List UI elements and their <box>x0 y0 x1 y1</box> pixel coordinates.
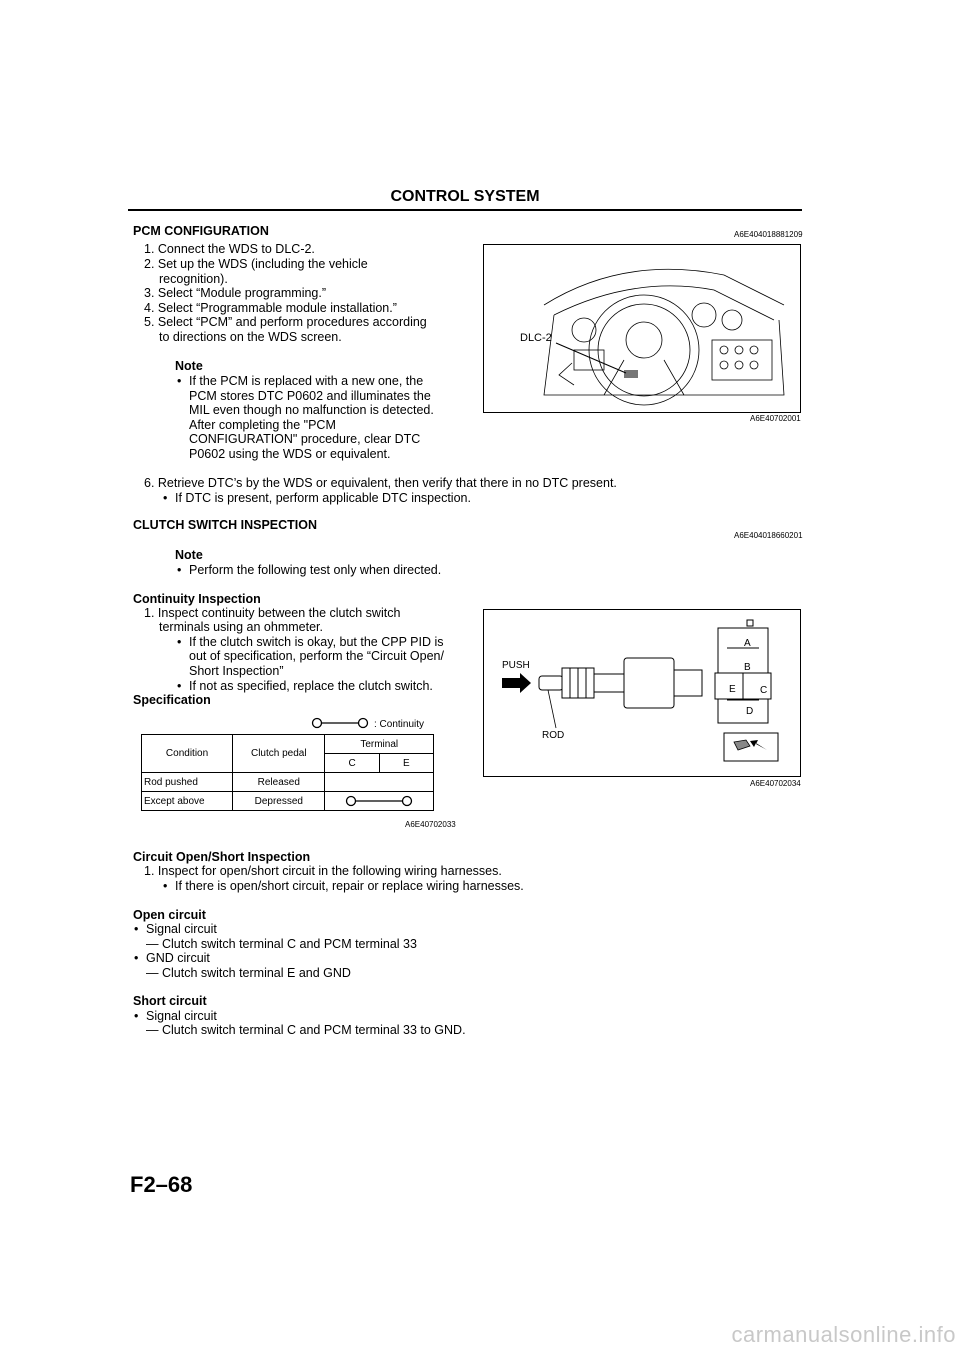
pedal-cell: Depressed <box>233 792 325 811</box>
pedal-cell: Released <box>233 773 325 792</box>
terminal-b-label: B <box>744 662 751 673</box>
pcm-section-title: PCM CONFIGURATION <box>133 224 269 238</box>
dashboard-illustration <box>484 245 800 412</box>
pcm-step-2: 2. Set up the WDS (including the vehicle <box>144 257 368 271</box>
pcm-note-line-1: • If the PCM is replaced with a new one, the <box>189 374 423 389</box>
header-terminal: Terminal <box>325 735 434 754</box>
clutch-switch-illustration <box>484 610 800 776</box>
clutch-section-code: A6E404018660201 <box>734 531 803 540</box>
clutch-section-title: CLUTCH SWITCH INSPECTION <box>133 518 318 532</box>
continuity-step-1-cont: terminals using an ohmmeter. <box>159 620 323 634</box>
table-row <box>142 773 434 792</box>
pcm-note-line-4: After completing the "PCM <box>189 418 336 432</box>
header-clutch-pedal: Clutch pedal <box>233 735 325 773</box>
open-item-1: • Signal circuit <box>146 922 217 937</box>
dlc2-label: DLC-2 <box>520 332 552 344</box>
open-item-2: • GND circuit <box>146 951 210 966</box>
terminal-e-label: E <box>729 684 736 695</box>
dlc2-figure <box>483 244 801 413</box>
continuity-step-1: 1. Inspect continuity between the clutch switch <box>144 606 401 620</box>
continuity-bullet-1-cont-a: out of specification, perform the “Circuit Open/ <box>189 649 444 663</box>
push-arrow-icon <box>502 673 531 693</box>
dlc2-connector <box>624 370 638 378</box>
continuity-legend-label: : Continuity <box>374 719 425 730</box>
pcm-step-5-cont: to directions on the WDS screen. <box>159 330 342 344</box>
circuit-step-1-bullet: • If there is open/short circuit, repair or replace wiring harnesses. <box>175 879 524 894</box>
pcm-note-label: Note <box>175 359 203 373</box>
pcm-section-code: A6E404018881209 <box>734 230 803 239</box>
connector-view-icon <box>724 733 778 761</box>
pcm-step-1: 1. Connect the WDS to DLC-2. <box>144 242 315 256</box>
page-number: F2–68 <box>130 1172 193 1197</box>
pcm-step-4: 4. Select “Programmable module installation.” <box>144 301 397 315</box>
continuity-legend-symbol <box>310 716 370 730</box>
watermark: carmanualsonline.info <box>731 1322 956 1347</box>
short-item-1-detail: — Clutch switch terminal C and PCM terminal 33 to GND. <box>146 1023 466 1037</box>
clutch-note-text: • Perform the following test only when directed. <box>189 563 441 578</box>
push-label: PUSH <box>502 660 530 671</box>
terminal-a-label: A <box>744 638 751 649</box>
terminal-cell <box>325 792 434 811</box>
terminal-d-label: D <box>746 706 754 717</box>
header-terminal-e: E <box>379 754 433 773</box>
open-item-2-detail: — Clutch switch terminal E and GND <box>146 966 351 980</box>
specification-label: Specification <box>133 693 211 707</box>
pcm-step-2-cont: recognition). <box>159 272 228 286</box>
clutch-note-label: Note <box>175 548 203 562</box>
pcm-note-line-2: PCM stores DTC P0602 and illuminates the <box>189 389 431 403</box>
table-caption: A6E40702033 <box>405 820 456 829</box>
pcm-note-line-5: CONFIGURATION" procedure, clear DTC <box>189 432 421 446</box>
condition-cell: Except above <box>142 792 233 811</box>
continuity-title: Continuity Inspection <box>133 592 261 606</box>
continuity-bullet-1-cont-b: Short Inspection” <box>189 664 284 678</box>
header-condition: Condition <box>142 735 233 773</box>
circuit-step-1: 1. Inspect for open/short circuit in the following wiring harnesses. <box>144 864 502 878</box>
short-item-1: • Signal circuit <box>146 1009 217 1024</box>
header-terminal-c: C <box>325 754 379 773</box>
pcm-note-line-6: P0602 using the WDS or equivalent. <box>189 447 391 461</box>
pcm-note-line-3: MIL even though no malfunction is detected. <box>189 403 434 417</box>
pcm-step-3: 3. Select “Module programming.” <box>144 286 327 300</box>
pcm-step-6: 6. Retrieve DTC’s by the WDS or equivalent, then verify that there in no DTC present. <box>144 476 617 490</box>
pcm-step-5: 5. Select “PCM” and perform procedures according <box>144 315 427 329</box>
open-item-1-detail: — Clutch switch terminal C and PCM terminal 33 <box>146 937 417 951</box>
rod-label: ROD <box>542 730 565 741</box>
short-circuit-title: Short circuit <box>133 994 207 1008</box>
pcm-step-6-bullet: • If DTC is present, perform applicable DTC inspection. <box>175 491 471 506</box>
continuity-symbol <box>344 794 414 808</box>
table-row <box>142 792 434 811</box>
continuity-bullet-1: • If the clutch switch is okay, but the CPP PID is <box>189 635 444 650</box>
clutch-figure-caption: A6E40702034 <box>750 779 801 788</box>
open-circuit-title: Open circuit <box>133 908 206 922</box>
condition-cell: Rod pushed <box>142 773 233 792</box>
clutch-switch-figure <box>483 609 801 777</box>
terminal-c-label: C <box>760 685 768 696</box>
terminal-cell <box>325 773 434 792</box>
dlc2-figure-caption: A6E40702001 <box>750 414 801 423</box>
continuity-table <box>141 734 434 811</box>
continuity-bullet-2: • If not as specified, replace the clutch switch. <box>189 679 433 694</box>
header-rule <box>128 209 802 211</box>
page-title: CONTROL SYSTEM <box>390 188 540 205</box>
circuit-title: Circuit Open/Short Inspection <box>133 850 311 864</box>
